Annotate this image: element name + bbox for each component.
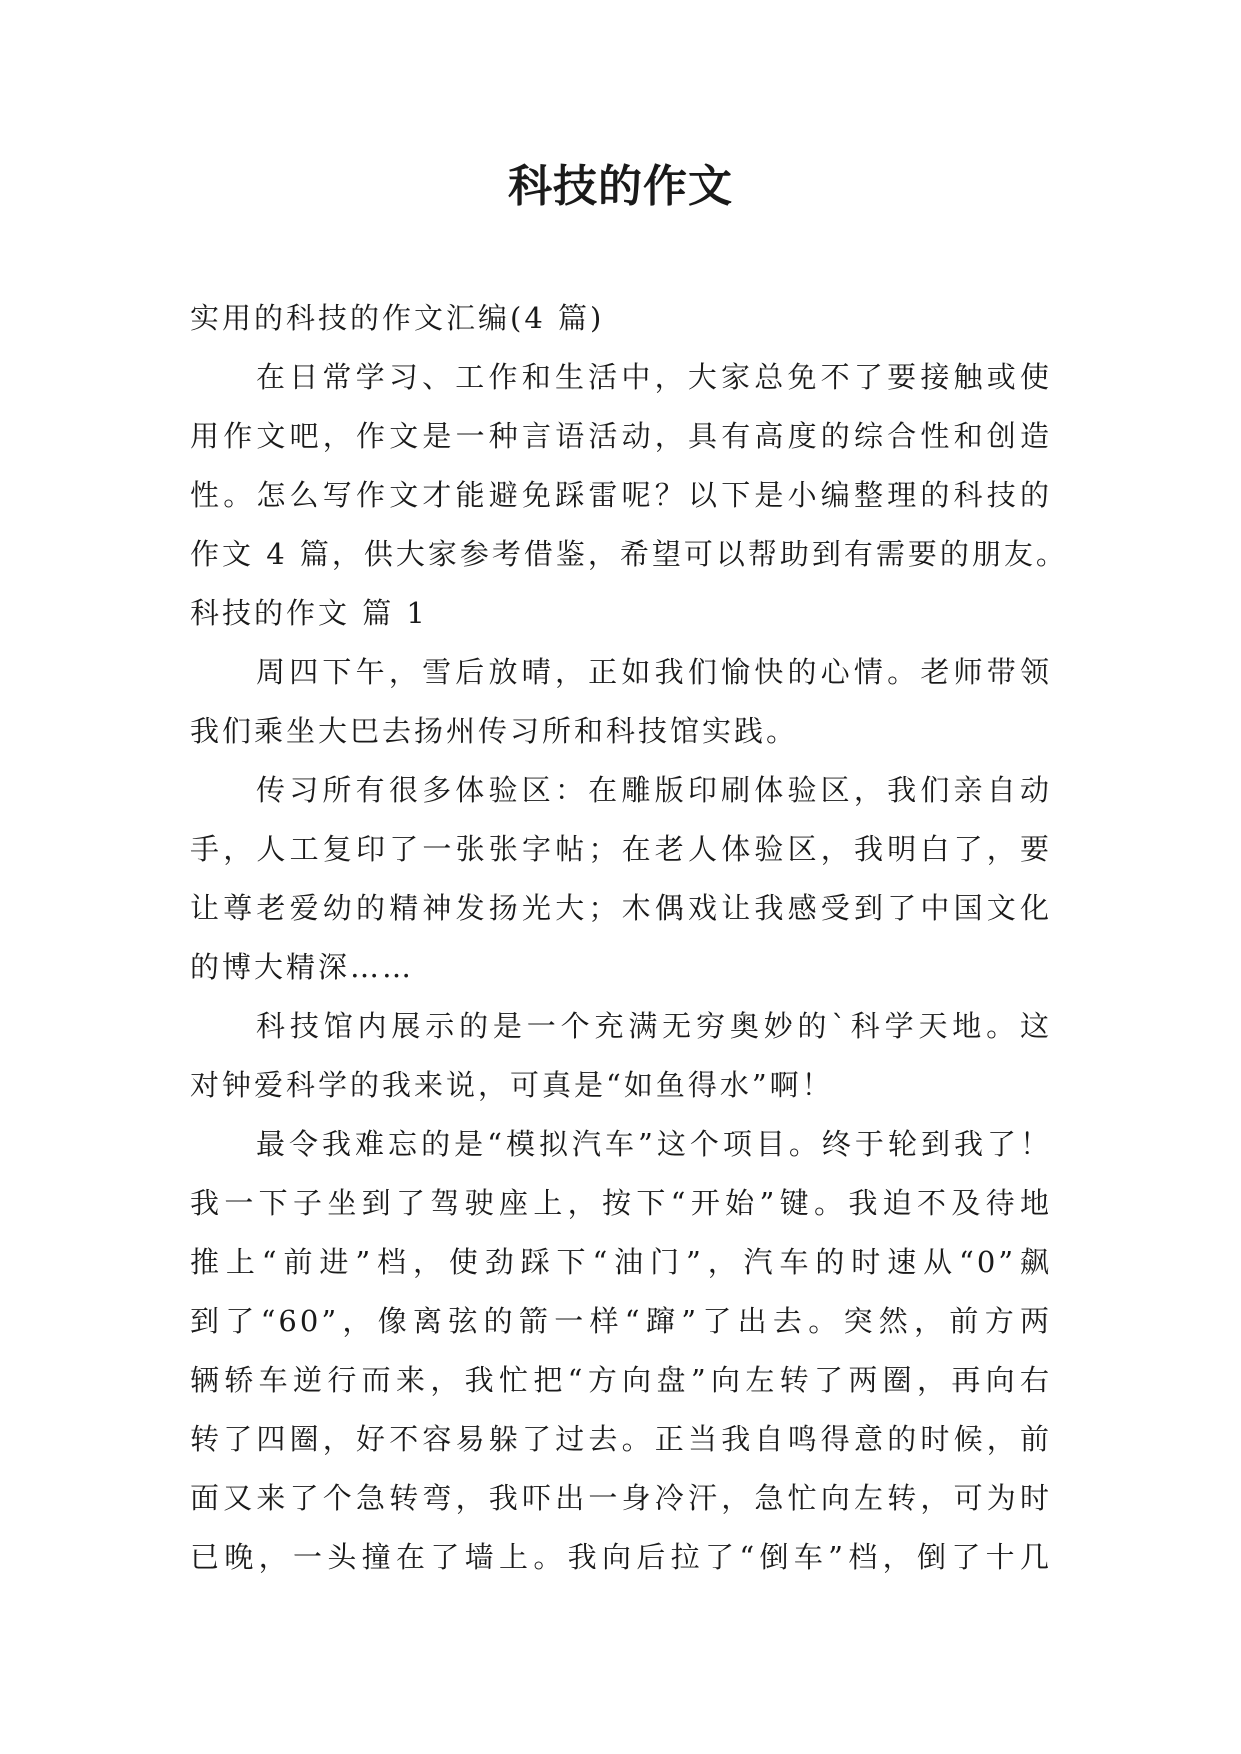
text-line: 传习所有很多体验区：在雕版印刷体验区，我们亲自动 <box>256 773 1052 807</box>
text-line: 让尊老爱幼的精神发扬光大；木偶戏让我感受到了中国文化 <box>190 891 1052 925</box>
text-line: 已晚，一头撞在了墙上。我向后拉了“倒车”档，倒了十几 <box>190 1540 1052 1574</box>
text-line: 转了四圈，好不容易躲了过去。正当我自鸣得意的时候，前 <box>190 1422 1052 1456</box>
text-line: 最令我难忘的是“模拟汽车”这个项目。终于轮到我了！ <box>256 1127 1052 1161</box>
text-line: 我一下子坐到了驾驶座上，按下“开始”键。我迫不及待地 <box>190 1186 1052 1220</box>
text-line: 科技馆内展示的是一个充满无穷奥妙的`科学天地。这 <box>256 1009 1052 1043</box>
text-line: 科技的作文 篇 1 <box>190 596 428 630</box>
text-line: 在日常学习、工作和生活中，大家总免不了要接触或使 <box>256 360 1052 394</box>
text-line: 推上“前进”档，使劲踩下“油门”，汽车的时速从“0”飙 <box>190 1245 1052 1279</box>
text-line: 面又来了个急转弯，我吓出一身冷汗，急忙向左转，可为时 <box>190 1481 1052 1515</box>
text-line: 对钟爱科学的我来说，可真是“如鱼得水”啊！ <box>190 1068 834 1102</box>
text-line: 手，人工复印了一张张字帖；在老人体验区，我明白了，要 <box>190 832 1052 866</box>
text-line: 的博大精深…… <box>190 950 415 984</box>
text-line: 我们乘坐大巴去扬州传习所和科技馆实践。 <box>190 714 799 748</box>
text-line: 实用的科技的作文汇编(4 篇) <box>190 301 605 335</box>
text-line: 到了“60”，像离弦的箭一样“蹿”了出去。突然，前方两 <box>190 1304 1052 1338</box>
document-body <box>190 290 1068 1588</box>
text-line: 作文 4 篇，供大家参考借鉴，希望可以帮助到有需要的朋友。 <box>190 537 1068 571</box>
text-line: 周四下午，雪后放晴，正如我们愉快的心情。老师带领 <box>256 655 1052 689</box>
document-title: 科技的作文 <box>508 161 733 212</box>
text-line: 辆轿车逆行而来，我忙把“方向盘”向左转了两圈，再向右 <box>190 1363 1052 1397</box>
text-line: 用作文吧，作文是一种言语活动，具有高度的综合性和创造 <box>190 419 1052 453</box>
text-line: 性。怎么写作文才能避免踩雷呢？以下是小编整理的科技的 <box>190 478 1052 512</box>
